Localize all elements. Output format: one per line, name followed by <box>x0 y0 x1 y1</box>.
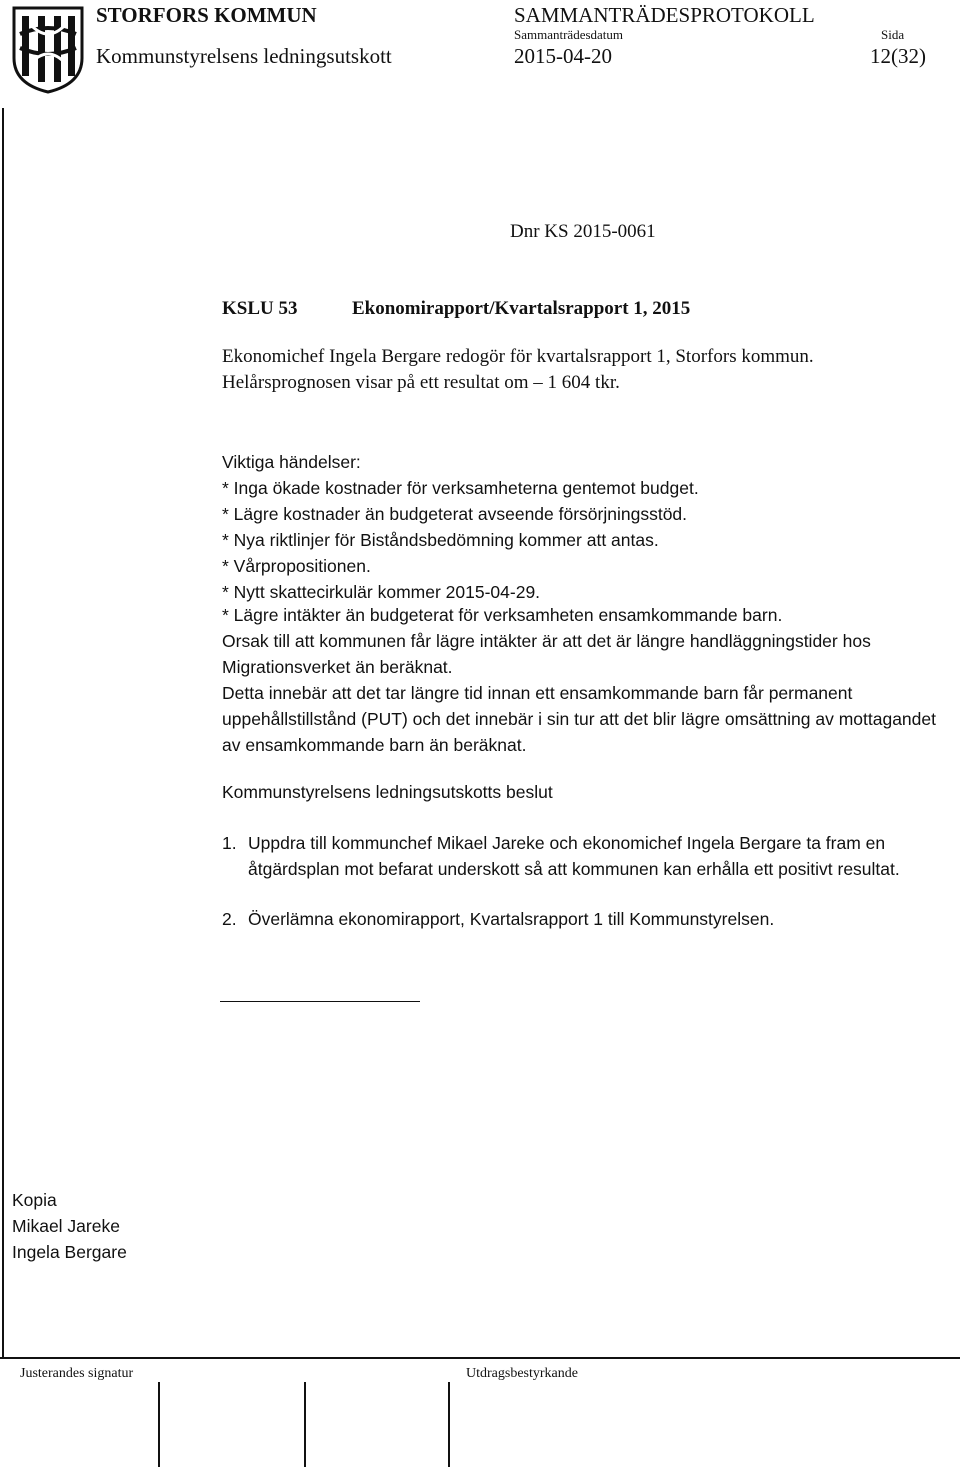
municipality-coat-of-arms-logo <box>10 4 86 94</box>
intro-line: Helårsprognosen visar på ett resultat om – 1 604 tkr. <box>222 372 620 393</box>
copy-label: Kopia <box>12 1190 57 1210</box>
decision-item-number: 2. <box>222 909 237 929</box>
signature-box-line <box>448 1382 450 1467</box>
copy-block <box>12 1187 127 1265</box>
page-label: Sida <box>881 27 905 42</box>
events-heading: Viktiga händelser: <box>222 452 361 472</box>
extract-label: Utdragsbestyrkande <box>466 1366 578 1381</box>
section-title: Ekonomirapport/Kvartalsrapport 1, 2015 <box>352 298 691 319</box>
decision-item <box>222 906 942 932</box>
paragraph: Orsak till att kommunen får lägre intäkter är att det är längre handläggningstider hos Migrationsverket än beräknat. <box>222 631 871 677</box>
list-item: * Nytt skattecirkulär kommer 2015-04-29. <box>222 582 541 602</box>
footer-divider-line <box>0 1357 960 1359</box>
details-block <box>222 602 942 758</box>
copy-recipient: Ingela Bergare <box>12 1242 127 1262</box>
paragraph: Detta innebär att det tar längre tid innan ett ensamkommande barn får permanent uppehållstillstånd (PUT) och det innebär i sin tur att det blir lägre omsättning av mottagandet av ensamkommande barn än beräknat. <box>222 683 936 755</box>
signature-box-line <box>304 1382 306 1467</box>
list-item: * Lägre kostnader än budgeterat avseende försörjningsstöd. <box>222 504 688 524</box>
section-number: KSLU 53 <box>222 298 298 319</box>
list-item: * Inga ökade kostnader för verksamheterna gentemot budget. <box>222 478 699 498</box>
case-number: Dnr KS 2015-0061 <box>510 221 656 242</box>
separator-line <box>220 1001 420 1002</box>
decision-item <box>222 830 942 882</box>
decision-item-text: Uppdra till kommunchef Mikael Jareke och ekonomichef Ingela Bergare ta fram en åtgärdsplan mot befarat underskott så att kommunen kan erhålla ett positivt resultat. <box>248 833 900 879</box>
paragraph: * Lägre intäkter än budgeterat för verksamheten ensamkommande barn. <box>222 605 783 625</box>
signature-label: Justerandes signatur <box>20 1366 134 1381</box>
copy-recipient: Mikael Jareke <box>12 1216 120 1236</box>
events-block <box>222 449 942 605</box>
list-item: * Vårpropositionen. <box>222 556 371 576</box>
meeting-date-label: Sammanträdesdatum <box>514 27 624 42</box>
document-type: SAMMANTRÄDESPROTOKOLL <box>514 3 815 27</box>
list-item: * Nya riktlinjer för Biståndsbedömning kommer att antas. <box>222 530 659 550</box>
decision-list <box>222 830 942 932</box>
intro-line: Ekonomichef Ingela Bergare redogör för kvartalsrapport 1, Storfors kommun. <box>222 346 814 367</box>
decision-heading: Kommunstyrelsens ledningsutskotts beslut <box>222 782 553 802</box>
page-number: 12(32) <box>870 44 926 68</box>
intro-block <box>222 344 942 396</box>
left-margin-line <box>2 108 4 1358</box>
decision-item-text: Överlämna ekonomirapport, Kvartalsrapport 1 till Kommunstyrelsen. <box>248 909 775 929</box>
committee-name: Kommunstyrelsens ledningsutskott <box>96 44 392 68</box>
meeting-date: 2015-04-20 <box>514 44 612 68</box>
decision-item-number: 1. <box>222 833 237 853</box>
signature-box-line <box>158 1382 160 1467</box>
municipality-name: STORFORS KOMMUN <box>96 3 317 27</box>
